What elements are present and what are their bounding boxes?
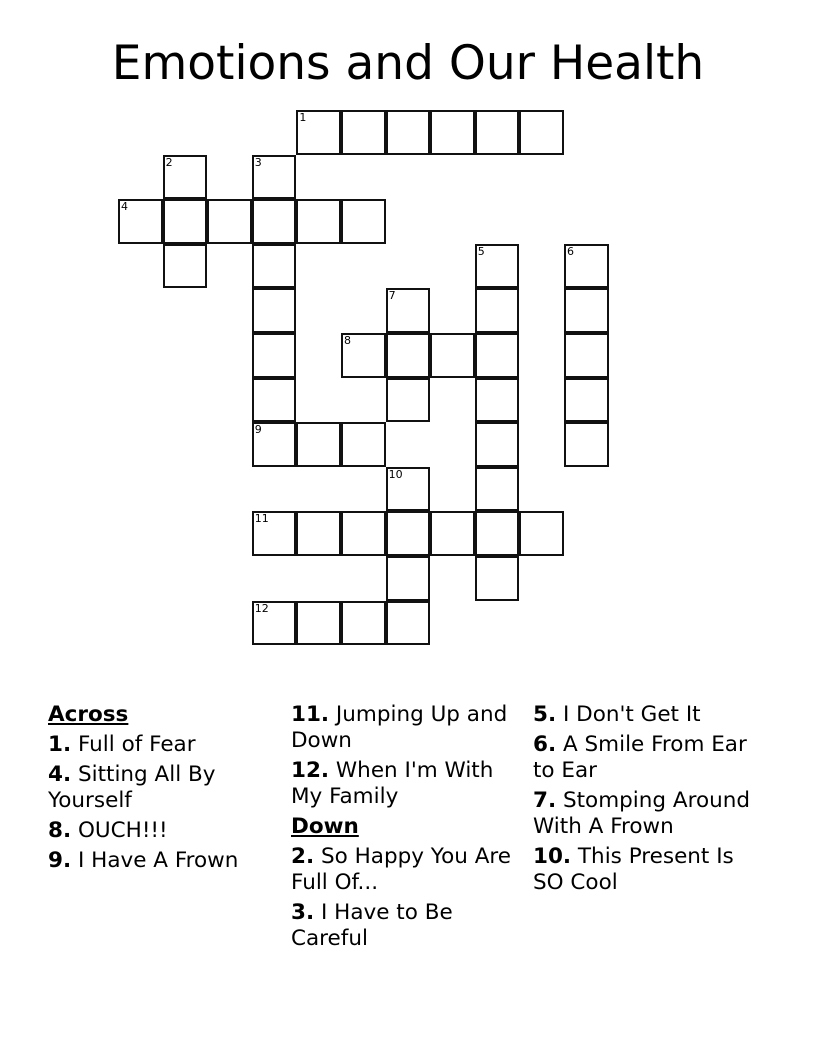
grid-cell[interactable]: [341, 422, 386, 467]
clue-down-7: [533, 788, 768, 840]
grid-cell[interactable]: [341, 601, 386, 646]
grid-cell[interactable]: [296, 199, 341, 244]
grid-cell[interactable]: [252, 199, 297, 244]
grid-cell[interactable]: [475, 556, 520, 601]
clue-down-10: [533, 844, 768, 896]
clue-number: 12.: [291, 758, 330, 783]
grid-cell[interactable]: [386, 333, 431, 378]
clue-text: I Have to Be Careful: [291, 900, 453, 951]
grid-cell[interactable]: [564, 333, 609, 378]
grid-cell[interactable]: [564, 378, 609, 423]
grid-cell[interactable]: [475, 110, 520, 155]
cell-number: 2: [165, 155, 173, 169]
clue-number: 10.: [533, 844, 572, 869]
clue-text: Jumping Up and Down: [291, 702, 508, 753]
grid-cell[interactable]: [386, 511, 431, 556]
clue-across-1: [48, 732, 283, 758]
grid-cell[interactable]: [252, 422, 297, 467]
grid-cell[interactable]: [341, 511, 386, 556]
grid-cell[interactable]: [519, 110, 564, 155]
across-heading: Across: [48, 702, 129, 727]
cell-number: 12: [254, 601, 269, 615]
clue-across-9: [48, 848, 283, 874]
grid-cell[interactable]: [118, 199, 163, 244]
clue-number: 6.: [533, 732, 557, 757]
grid-cell[interactable]: [475, 378, 520, 423]
clue-down-5: [533, 702, 768, 728]
grid-cell[interactable]: [207, 199, 252, 244]
grid-cell[interactable]: [252, 244, 297, 289]
cell-number: 8: [344, 334, 351, 347]
grid-cell[interactable]: [386, 467, 431, 512]
cell-number: 5: [477, 244, 485, 258]
grid-cell[interactable]: [564, 244, 609, 289]
grid-cell[interactable]: [252, 378, 297, 423]
grid-cell[interactable]: [163, 244, 208, 289]
clue-across-11: [291, 702, 526, 754]
grid-cell[interactable]: [564, 288, 609, 333]
grid-cell[interactable]: [430, 110, 475, 155]
grid-cell[interactable]: [341, 333, 386, 378]
clue-text: Stomping Around With A Frown: [533, 788, 751, 839]
clue-number: 11.: [291, 702, 330, 727]
clue-number: 3.: [291, 900, 315, 925]
clue-column-3: [533, 702, 768, 900]
grid-cell[interactable]: [430, 333, 475, 378]
clue-down-2: [291, 844, 526, 896]
down-heading: Down: [291, 814, 359, 839]
grid-cell[interactable]: [163, 155, 208, 200]
cell-number: 4: [121, 200, 128, 214]
clue-number: 4.: [48, 762, 72, 787]
grid-cell[interactable]: [163, 199, 208, 244]
clue-number: 7.: [533, 788, 557, 813]
grid-cell[interactable]: [564, 422, 609, 467]
clue-text: I Have A Frown: [71, 848, 239, 873]
grid-cell[interactable]: [296, 422, 341, 467]
clue-text: A Smile From Ear to Ear: [533, 732, 747, 783]
grid-cell[interactable]: [296, 601, 341, 646]
grid-cell[interactable]: [430, 511, 475, 556]
grid-cell[interactable]: [386, 556, 431, 601]
clue-across-4: [48, 762, 283, 814]
clue-number: 9.: [48, 848, 72, 873]
clue-number: 1.: [48, 732, 72, 757]
grid-cell[interactable]: [386, 288, 431, 333]
grid-cell[interactable]: [386, 601, 431, 646]
clue-text: When I'm With My Family: [291, 758, 494, 809]
clue-across-12: [291, 758, 526, 810]
grid-cell[interactable]: [386, 378, 431, 423]
cell-number: 1: [299, 111, 307, 124]
clue-text: Sitting All By Yourself: [48, 762, 216, 813]
grid-cell[interactable]: [296, 110, 341, 155]
grid-cell[interactable]: [475, 511, 520, 556]
cell-number: 9: [254, 423, 262, 437]
grid-cell[interactable]: [252, 155, 297, 200]
clue-text: I Don't Get It: [556, 702, 701, 727]
clue-text: This Present Is SO Cool: [533, 844, 734, 895]
grid-cell[interactable]: [475, 333, 520, 378]
clue-number: 8.: [48, 818, 72, 843]
grid-cell[interactable]: [296, 511, 341, 556]
cell-number: 11: [254, 512, 269, 526]
cell-number: 3: [254, 155, 262, 169]
grid-cell[interactable]: [252, 601, 297, 646]
grid-cell[interactable]: [341, 110, 386, 155]
clue-text: Full of Fear: [71, 732, 196, 757]
grid-cell[interactable]: [386, 110, 431, 155]
grid-cell[interactable]: [519, 511, 564, 556]
clue-across-8: [48, 818, 283, 844]
clue-text: OUCH!!!: [71, 818, 168, 843]
puzzle-title: Emotions and Our Health: [111, 36, 705, 91]
clue-down-3: [291, 900, 526, 952]
grid-cell[interactable]: [475, 422, 520, 467]
grid-cell[interactable]: [252, 511, 297, 556]
clue-column-1: [48, 702, 283, 878]
clue-column-2: [291, 702, 526, 956]
grid-cell[interactable]: [341, 199, 386, 244]
grid-cell[interactable]: [252, 333, 297, 378]
clue-down-6: [533, 732, 768, 784]
grid-cell[interactable]: [252, 288, 297, 333]
clue-text: So Happy You Are Full Of...: [291, 844, 511, 895]
clue-number: 5.: [533, 702, 557, 727]
cell-number: 10: [388, 467, 403, 481]
cell-number: 7: [388, 289, 396, 303]
grid-cell[interactable]: [475, 467, 520, 512]
cell-number: 6: [567, 244, 574, 258]
grid-cell[interactable]: [475, 288, 520, 333]
clue-number: 2.: [291, 844, 315, 869]
grid-cell[interactable]: [475, 244, 520, 289]
